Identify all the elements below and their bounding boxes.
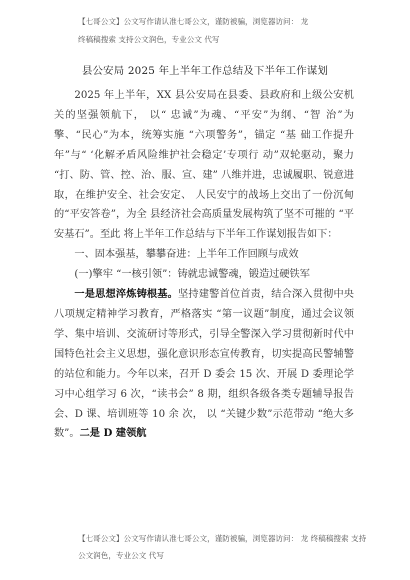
section-heading-1: 一、固本强基，攀攀奋进：上半年工作回顾与成效 bbox=[74, 249, 299, 261]
point-one-lead: 一是思想淬炼铸根基。 bbox=[74, 288, 179, 301]
footer-watermark-line-2: 公文润色，专业公文 代写 bbox=[78, 551, 164, 560]
point-two-lead: 二是 D 建领航 bbox=[79, 427, 147, 440]
footer-watermark-line-1: 【七哥公文】公文写作请认准七哥公文，谨防被骗，浏览器访问： 龙 终稿稿搜索 支持 bbox=[78, 534, 367, 543]
header-watermark-line-1: 【七哥公文】公文写作请认准七哥公文，谨防被骗，浏览器访问： 龙 bbox=[78, 17, 309, 26]
document-body bbox=[54, 86, 354, 444]
point-one-paragraph bbox=[54, 285, 354, 444]
point-one-text: 坚持建警首位首责，结合深入贯彻中央八项规定精神学习教育，严格落实 “第一议题”制度，通过会议领学、集中培训、交流研讨等形式，引导全警深入学习贯彻新时代中国特色社会主义思想，强化意识形态宣传教育，切实提高民警辅警的站位和能力。今年以来，召开 D 委会 15 次、开展 D 委理论学习中心组学习 6 次，“读书会” 8 期，组织各级各类专题辅导报告会、D 课、培训班等 10 余 次， 以 “关键少数”示范带动 “绝大多数”。 bbox=[54, 289, 354, 440]
subsection-heading-1: (一)擎牢 “一核引领”：铸就忠诚警魂，锻造过硬铁军 bbox=[74, 269, 310, 281]
intro-paragraph: 2025 年上半年，XX 县公安局在县委、县政府和上级公安机关的坚强领航下， 以“ 忠诚”为魂、“平安”为纲、“智 治”为擎、“民心”为本，统筹实施 “六项警务”，锚定 “基 础工作提升年”与“ ‘化解矛盾风险维护社会稳定’专项行 动”双轮驱动，聚力 “打、防、管、控、治、服、宣、建” 八维并进，忠诚履职、锐意进取，在维护安全、社会安定、 人民安宁的战场上交出了一份沉甸的“平安答卷”，为全 县经济社会高质量发展构筑了坚不可摧的 “平安基石”。至此 将上半年工作总结与下半年工作谋划报告如下： bbox=[54, 90, 354, 241]
document-title: 县公安局 2025 年上半年工作总结及下半年工作谋划 bbox=[81, 65, 329, 77]
header-watermark-line-2: 终稿稿搜索 支持公文润色，专业公文 代写 bbox=[78, 35, 220, 44]
